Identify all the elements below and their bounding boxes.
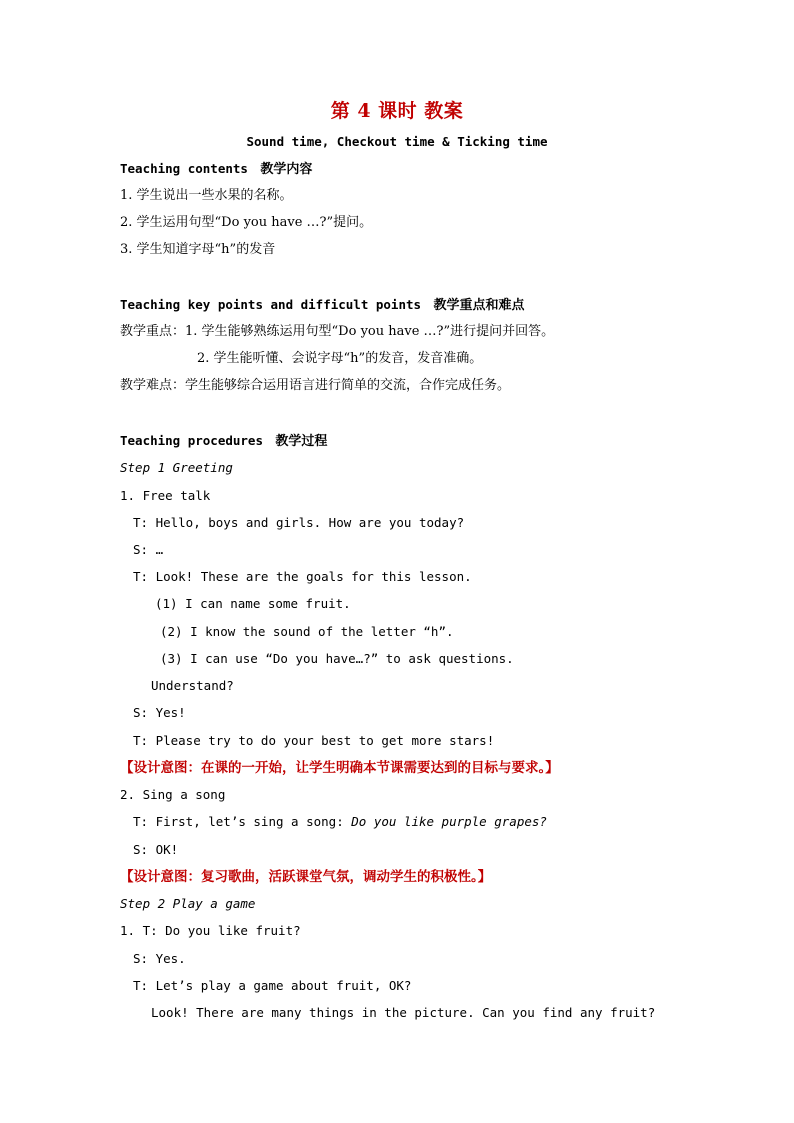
content-item-2: 2. 学生运用句型“Do you have …?”提问。 [120, 215, 373, 230]
dialogue-t6: T: Let’s play a game about fruit, OK? [133, 978, 412, 993]
dialogue-t3: T: Please try to do your best to get more stars! [133, 733, 495, 748]
dialogue-s2: S: Yes! [133, 705, 186, 720]
content-item-1: 1. 学生说出一些水果的名称。 [120, 188, 293, 203]
step-1-heading: Step 1 Greeting [120, 460, 233, 475]
dialogue-t2: T: Look! These are the goals for this lesson. [133, 569, 472, 584]
procedures-heading-zh: 教学过程 [275, 434, 328, 449]
dialogue-t1: T: Hello, boys and girls. How are you today? [133, 515, 465, 530]
keypoints-heading [120, 296, 524, 315]
free-talk-heading: 1. Free talk [120, 488, 211, 503]
keypoints-heading-zh: 教学重点和难点 [433, 298, 525, 313]
design-intent-2: 【设计意图：复习歌曲，活跃课堂气氛，调动学生的积极性。】 [120, 869, 492, 885]
step-2-heading: Step 2 Play a game [120, 896, 256, 911]
goal-1: (1) I can name some fruit. [155, 596, 351, 611]
difficult-point: 教学难点：学生能够综合运用语言进行简单的交流，合作完成任务。 [120, 378, 511, 393]
song-title: Do you like purple grapes? [351, 814, 547, 829]
page-subtitle: Sound time, Checkout time & Ticking time [246, 134, 548, 149]
sing-song-heading: 2. Sing a song [120, 787, 226, 802]
dialogue-s3: S: OK! [133, 842, 179, 857]
procedures-heading [120, 432, 327, 451]
keypoints-heading-en: Teaching key points and difficult points [120, 297, 422, 312]
goal-3: (3) I can use “Do you have…?” to ask questions. [160, 651, 514, 666]
dialogue-t5: 1. T: Do you like fruit? [120, 923, 301, 938]
contents-heading-zh: 教学内容 [260, 162, 313, 177]
page-title: 第 4 课时 教案 [330, 100, 464, 122]
procedures-heading-en: Teaching procedures [120, 433, 263, 448]
look-line: Look! There are many things in the picture. Can you find any fruit? [151, 1005, 656, 1020]
design-intent-1: 【设计意图：在课的一开始，让学生明确本节课需要达到的目标与要求。】 [120, 760, 559, 776]
contents-heading-en: Teaching contents [120, 161, 248, 176]
dialogue-s4: S: Yes. [133, 951, 186, 966]
dialogue-t4 [133, 813, 547, 831]
contents-heading [120, 160, 312, 179]
dialogue-s1: S: … [133, 542, 164, 557]
content-item-3: 3. 学生知道字母“h”的发音 [120, 242, 276, 257]
goal-2: (2) I know the sound of the letter “h”. [160, 624, 454, 639]
key-point-2: 2. 学生能听懂、会说字母“h”的发音，发音准确。 [197, 351, 483, 366]
key-point-1: 教学重点：1. 学生能够熟练运用句型“Do you have …?”进行提问并回答。 [120, 324, 555, 339]
understand-line: Understand? [151, 678, 234, 693]
dialogue-t4-prefix: T: First, let’s sing a song: [133, 814, 352, 829]
